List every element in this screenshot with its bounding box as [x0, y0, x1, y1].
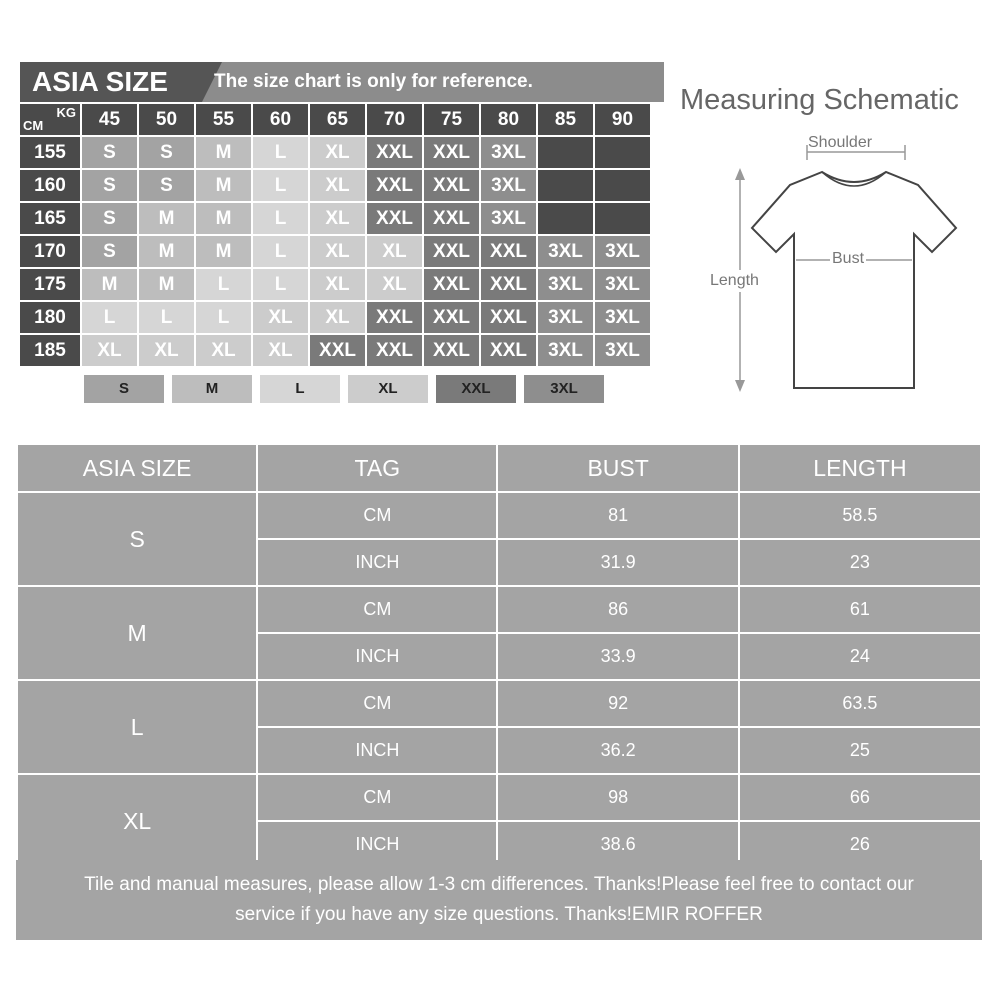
size-cell: XXL — [481, 236, 536, 267]
size-cell: XL — [367, 269, 422, 300]
size-cell: M — [139, 236, 194, 267]
tag-value: CM — [257, 680, 497, 727]
legend-item: 3XL — [524, 375, 604, 403]
size-cell: XL — [82, 335, 137, 366]
size-cell: XL — [253, 335, 308, 366]
tag-value: INCH — [257, 821, 497, 868]
size-cell — [595, 137, 650, 168]
size-cell: L — [139, 302, 194, 333]
size-cell: XXL — [424, 335, 479, 366]
tshirt-icon — [672, 80, 990, 400]
bust-label: Bust — [832, 250, 865, 267]
length-value: 66 — [739, 774, 981, 821]
size-cell: 3XL — [481, 203, 536, 234]
grid-row — [20, 269, 650, 300]
size-cell — [595, 170, 650, 201]
corner-cm-label: CM — [23, 118, 44, 133]
size-cell: XL — [310, 269, 365, 300]
footer-note — [16, 860, 982, 940]
size-cell: XXL — [367, 335, 422, 366]
size-cell: M — [139, 203, 194, 234]
size-cell: XL — [310, 203, 365, 234]
measurement-table — [16, 443, 982, 869]
corner-kg-label: KG — [56, 105, 76, 120]
weight-header: 45 — [82, 104, 137, 135]
size-cell: S — [139, 137, 194, 168]
length-value: 63.5 — [739, 680, 981, 727]
height-header: 170 — [20, 236, 80, 267]
size-cell: XL — [310, 302, 365, 333]
size-cell: XL — [367, 236, 422, 267]
size-label: L — [17, 680, 257, 774]
size-cell: S — [82, 137, 137, 168]
size-cell: L — [253, 170, 308, 201]
size-cell: XXL — [424, 170, 479, 201]
size-cell: XL — [253, 302, 308, 333]
size-cell: XXL — [367, 170, 422, 201]
height-header: 180 — [20, 302, 80, 333]
size-cell: L — [253, 269, 308, 300]
grid-row — [20, 203, 650, 234]
bust-value: 92 — [497, 680, 738, 727]
weight-header: 50 — [139, 104, 194, 135]
bust-value: 86 — [497, 586, 738, 633]
length-label: Length — [710, 270, 759, 292]
length-value: 61 — [739, 586, 981, 633]
weight-header: 80 — [481, 104, 536, 135]
header-tag: TAG — [257, 444, 497, 492]
size-cell: S — [82, 170, 137, 201]
weight-header: 55 — [196, 104, 251, 135]
size-label: M — [17, 586, 257, 680]
tag-value: INCH — [257, 633, 497, 680]
length-value: 26 — [739, 821, 981, 868]
height-weight-grid — [18, 102, 652, 368]
weight-header: 70 — [367, 104, 422, 135]
size-cell: XXL — [310, 335, 365, 366]
chart-header — [20, 62, 664, 102]
size-cell: XXL — [424, 302, 479, 333]
height-header: 155 — [20, 137, 80, 168]
size-cell: 3XL — [481, 170, 536, 201]
bust-value: 31.9 — [497, 539, 738, 586]
size-cell: 3XL — [595, 302, 650, 333]
size-cell: XXL — [424, 137, 479, 168]
legend-item: M — [172, 375, 252, 403]
tag-value: CM — [257, 774, 497, 821]
weight-header: 60 — [253, 104, 308, 135]
weight-header: 85 — [538, 104, 593, 135]
bust-value: 36.2 — [497, 727, 738, 774]
size-cell: 3XL — [538, 335, 593, 366]
size-cell: XXL — [481, 302, 536, 333]
size-cell: 3XL — [538, 236, 593, 267]
grid-row — [20, 335, 650, 366]
grid-row — [20, 137, 650, 168]
size-cell — [595, 203, 650, 234]
size-cell: M — [82, 269, 137, 300]
grid-row — [20, 236, 650, 267]
size-cell: XXL — [424, 236, 479, 267]
size-cell: M — [196, 236, 251, 267]
bust-value: 38.6 — [497, 821, 738, 868]
schematic-title: Measuring Schematic — [680, 84, 959, 116]
length-value: 25 — [739, 727, 981, 774]
size-cell: M — [196, 170, 251, 201]
size-cell: L — [253, 137, 308, 168]
size-cell: XL — [310, 137, 365, 168]
height-header: 160 — [20, 170, 80, 201]
size-cell: 3XL — [595, 269, 650, 300]
tag-value: INCH — [257, 727, 497, 774]
weight-header: 75 — [424, 104, 479, 135]
measurement-row — [17, 586, 981, 633]
size-cell: L — [253, 203, 308, 234]
grid-corner-cell — [20, 104, 80, 135]
tag-value: INCH — [257, 539, 497, 586]
size-cell: 3XL — [595, 236, 650, 267]
size-cell: 3XL — [538, 269, 593, 300]
measurement-row — [17, 774, 981, 821]
measuring-schematic — [672, 80, 990, 400]
size-cell: S — [139, 170, 194, 201]
size-label: S — [17, 492, 257, 586]
size-cell — [538, 137, 593, 168]
length-value: 23 — [739, 539, 981, 586]
size-cell: XXL — [367, 302, 422, 333]
tag-value: CM — [257, 586, 497, 633]
size-cell: XL — [139, 335, 194, 366]
footer-line-1: Tile and manual measures, please allow 1-3 cm differences. Thanks!Please feel free to contact our — [84, 874, 914, 895]
legend-item: L — [260, 375, 340, 403]
bust-value: 98 — [497, 774, 738, 821]
size-cell: XXL — [481, 269, 536, 300]
size-cell — [538, 203, 593, 234]
weight-header: 90 — [595, 104, 650, 135]
size-cell: M — [196, 203, 251, 234]
size-cell: XL — [310, 170, 365, 201]
measurement-row — [17, 492, 981, 539]
size-cell: L — [82, 302, 137, 333]
asia-size-grid-chart — [20, 62, 664, 368]
size-cell: XL — [196, 335, 251, 366]
length-value: 58.5 — [739, 492, 981, 539]
chart-title: ASIA SIZE — [20, 62, 202, 102]
height-header: 165 — [20, 203, 80, 234]
header-asia-size: ASIA SIZE — [17, 444, 257, 492]
size-cell: L — [196, 269, 251, 300]
height-header: 175 — [20, 269, 80, 300]
size-cell: L — [253, 236, 308, 267]
size-cell: XXL — [481, 335, 536, 366]
footer-line-2: service if you have any size questions. Thanks!EMIR ROFFER — [235, 904, 763, 925]
size-cell: S — [82, 236, 137, 267]
legend-item: XXL — [436, 375, 516, 403]
size-cell: M — [196, 137, 251, 168]
size-cell: L — [196, 302, 251, 333]
grid-row — [20, 170, 650, 201]
header-length: LENGTH — [739, 444, 981, 492]
legend-item: S — [84, 375, 164, 403]
legend-item: XL — [348, 375, 428, 403]
chart-note: The size chart is only for reference. — [214, 71, 533, 92]
size-cell: 3XL — [538, 302, 593, 333]
size-cell: XXL — [367, 203, 422, 234]
bust-value: 33.9 — [497, 633, 738, 680]
size-cell: M — [139, 269, 194, 300]
size-cell — [538, 170, 593, 201]
weight-header: 65 — [310, 104, 365, 135]
measurement-row — [17, 680, 981, 727]
tag-value: CM — [257, 492, 497, 539]
size-cell: XXL — [424, 269, 479, 300]
size-cell: 3XL — [595, 335, 650, 366]
size-cell: XL — [310, 236, 365, 267]
size-cell: 3XL — [481, 137, 536, 168]
size-legend — [84, 375, 604, 403]
header-bust: BUST — [497, 444, 738, 492]
length-value: 24 — [739, 633, 981, 680]
height-header: 185 — [20, 335, 80, 366]
bust-value: 81 — [497, 492, 738, 539]
grid-row — [20, 302, 650, 333]
size-cell: XXL — [367, 137, 422, 168]
size-cell: XXL — [424, 203, 479, 234]
shoulder-label: Shoulder — [808, 134, 873, 151]
size-label: XL — [17, 774, 257, 868]
size-cell: S — [82, 203, 137, 234]
